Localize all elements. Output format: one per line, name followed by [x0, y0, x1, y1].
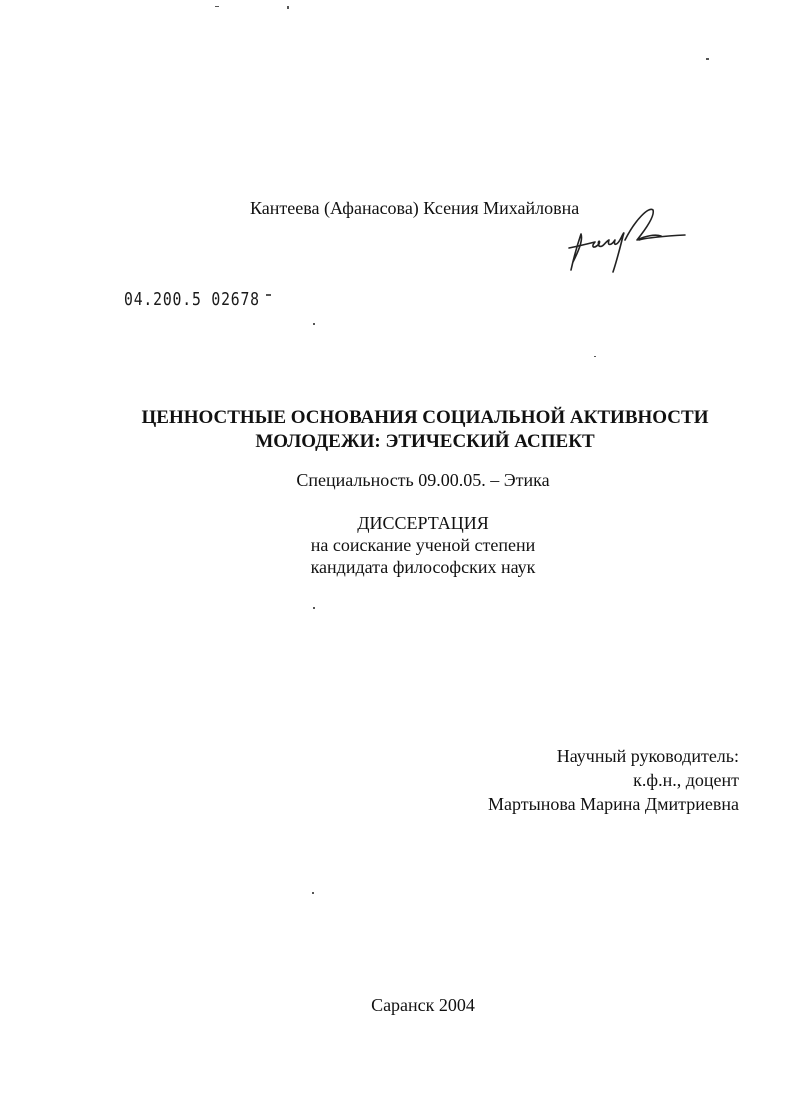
archive-number: 04.200.5 02678	[124, 289, 260, 310]
scan-speck	[266, 294, 271, 296]
supervisor-block	[488, 744, 739, 816]
scan-speck	[313, 323, 315, 325]
supervisor-label: Научный руководитель:	[556, 746, 739, 766]
scan-speck	[706, 58, 709, 60]
author-name: Кантеева (Афанасова) Ксения Михайловна	[250, 198, 580, 218]
author-signature	[565, 200, 690, 280]
city-year: Саранск 2004	[371, 995, 475, 1015]
scan-speck	[215, 6, 219, 7]
scan-speck	[312, 892, 314, 894]
degree-type: ДИССЕРТАЦИЯ	[357, 513, 489, 533]
degree-block	[0, 512, 793, 578]
degree-line-2: кандидата философских наук	[310, 557, 536, 577]
degree-line-1: на соискание ученой степени	[310, 535, 536, 555]
supervisor-name: Мартынова Марина Дмитриевна	[488, 794, 739, 814]
title-line-2: МОЛОДЕЖИ: ЭТИЧЕСКИЙ АСПЕКТ	[255, 431, 595, 452]
supervisor-credentials: к.ф.н., доцент	[633, 770, 739, 790]
scan-speck	[287, 6, 289, 9]
scan-speck	[594, 356, 596, 357]
dissertation-title	[0, 406, 793, 454]
specialty: Специальность 09.00.05. – Этика	[296, 470, 550, 490]
scan-speck	[313, 607, 315, 609]
title-line-1: ЦЕННОСТНЫЕ ОСНОВАНИЯ СОЦИАЛЬНОЙ АКТИВНОСТИ	[141, 407, 709, 428]
